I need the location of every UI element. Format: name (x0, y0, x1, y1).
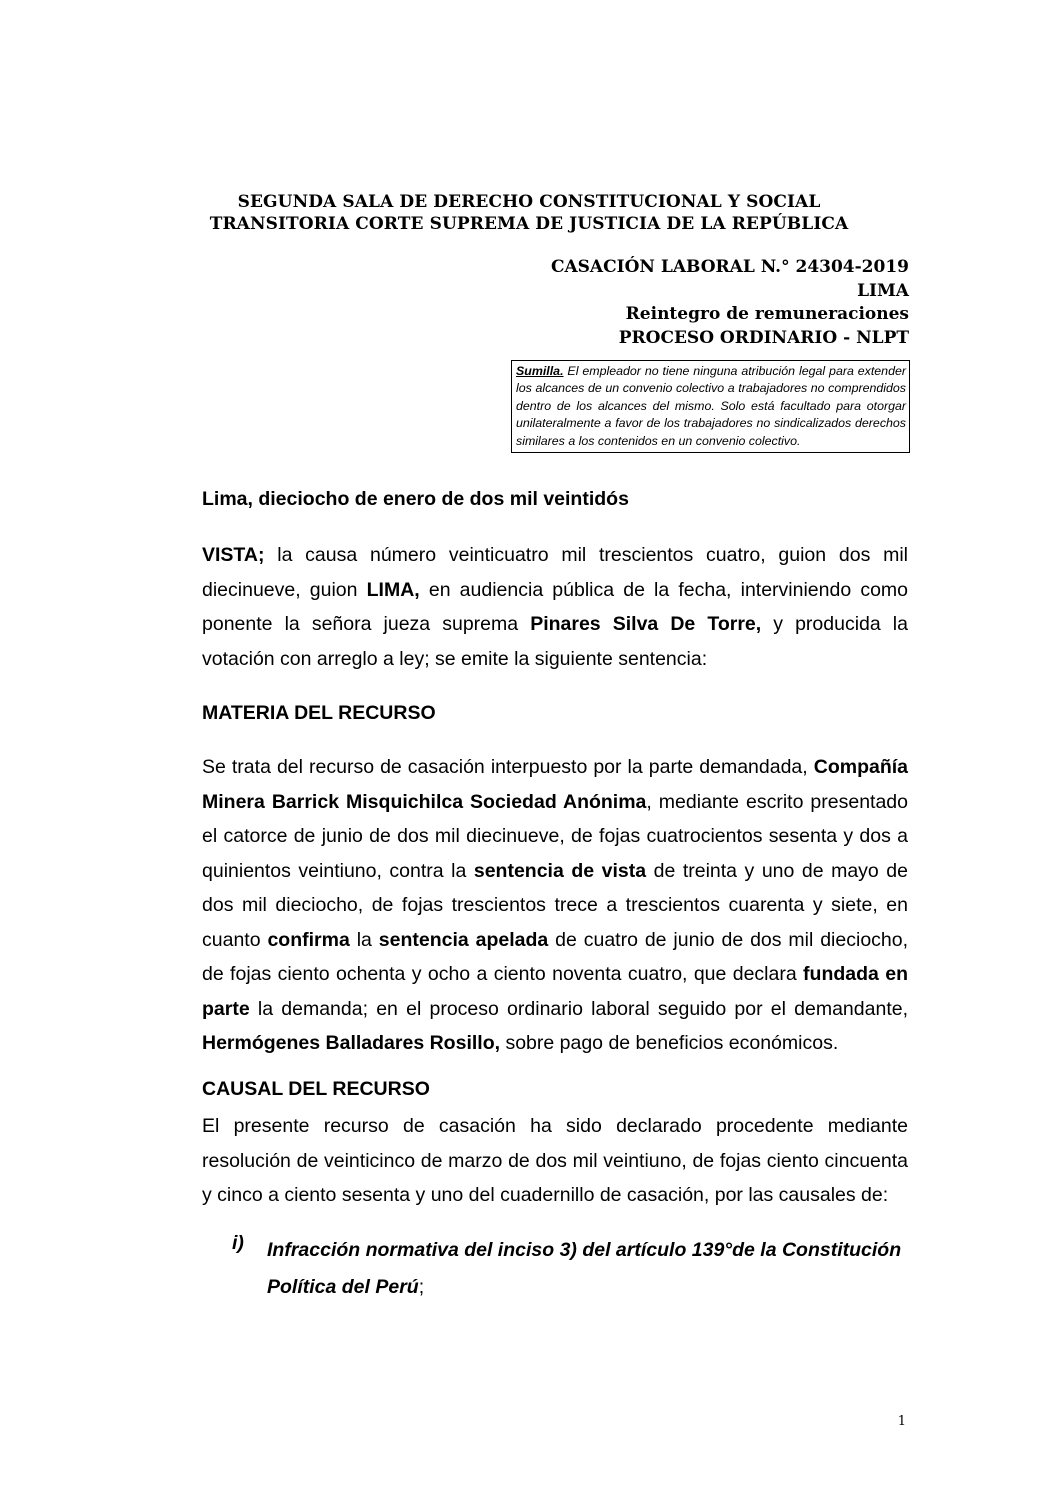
court-header (150, 191, 908, 235)
vista-lead: VISTA; (202, 544, 265, 566)
case-city: LIMA (857, 280, 909, 301)
materia-text-1: Se trata del recurso de casación interpuesto por la parte demandada, (202, 756, 814, 778)
causal-heading: CAUSAL DEL RECURSO (202, 1078, 430, 1100)
causal-item-number: i) (232, 1232, 244, 1254)
date-line: Lima, dieciocho de enero de dos mil veintidós (202, 488, 629, 510)
case-process: PROCESO ORDINARIO - NLPT (618, 327, 909, 348)
vista-judge: Pinares Silva De Torre, (530, 613, 762, 635)
materia-text-4: la (349, 928, 379, 951)
materia-text-2: , mediante escrito presentado el catorce de junio de dos mil diecinueve, de fojas cuatrocientos sesenta y dos a quinientos veintiuno, contra la (202, 790, 908, 882)
court-line-1: SEGUNDA SALA DE DERECHO CONSTITUCIONAL Y SOCIAL (237, 192, 821, 212)
materia-text-3: de treinta y uno de mayo de dos mil dieciocho, de fojas trescientos trece a trescientos cuarenta y siete, en cuanto (202, 859, 908, 951)
materia-company: Compañía Minera Barrick Misquichilca Sociedad Anónima (202, 756, 908, 813)
case-number: CASACIÓN LABORAL N.° 24304-2019 (550, 257, 909, 277)
case-info (551, 256, 909, 350)
materia-bold-4: sentencia apelada (378, 928, 549, 951)
materia-heading: MATERIA DEL RECURSO (202, 702, 436, 724)
materia-bold-3: confirma (267, 928, 350, 951)
materia-text-5: de cuatro de junio de dos mil dieciocho, de fojas ciento ochenta y ocho a ciento noventa cuatro, que declara (202, 928, 909, 985)
sumilla-box (511, 360, 910, 453)
vista-city: LIMA, (366, 578, 420, 601)
vista-paragraph (202, 538, 908, 676)
case-subject: Reintegro de remuneraciones (625, 304, 909, 324)
court-line-2: TRANSITORIA CORTE SUPREMA DE JUSTICIA DE LA REPÚBLICA (209, 214, 849, 234)
causal-paragraph (202, 1109, 908, 1213)
causal-item-suffix: ; (418, 1276, 425, 1298)
sumilla-label: Sumilla. (516, 364, 564, 378)
page-number: 1 (897, 1414, 906, 1429)
causal-item-text: Infracción normativa del inciso 3) del artículo 139°de la Constitución Política del Perú (267, 1239, 902, 1298)
materia-bold-5: fundada en parte (202, 963, 908, 1020)
materia-plaintiff: Hermógenes Balladares Rosillo, (202, 1032, 501, 1054)
causal-text: El presente recurso de casación ha sido declarado procedente mediante resolución de veinticinco de marzo de dos mil veintiuno, de fojas ciento cincuenta y cinco a ciento sesenta y uno del cuadernillo de casación, por las causales de: (202, 1115, 908, 1206)
materia-bold-2: sentencia de vista (473, 859, 647, 882)
vista-text-3: y producida la votación con arreglo a ley; se emite la siguiente sentencia: (202, 613, 908, 670)
vista-text-1: la causa número veinticuatro mil trescientos cuatro, guion dos mil diecinueve, guion (202, 544, 908, 601)
vista-text-2: en audiencia pública de la fecha, interviniendo como ponente la señora jueza suprema (202, 578, 908, 635)
materia-paragraph (202, 750, 908, 1061)
materia-text-6: la demanda; en el proceso ordinario laboral seguido por el demandante, (249, 997, 908, 1020)
sumilla-text: El empleador no tiene ninguna atribución legal para extender los alcances de un convenio colectivo a trabajadores no comprendidos dentro de los alcances del mismo. Solo está facultado para otorgar unilateralmente a favor de los trabajadores no sindicalizados derechos similares a los contenidos en un convenio colectivo. (516, 364, 906, 448)
materia-text-7: sobre pago de beneficios económicos. (500, 1032, 839, 1054)
